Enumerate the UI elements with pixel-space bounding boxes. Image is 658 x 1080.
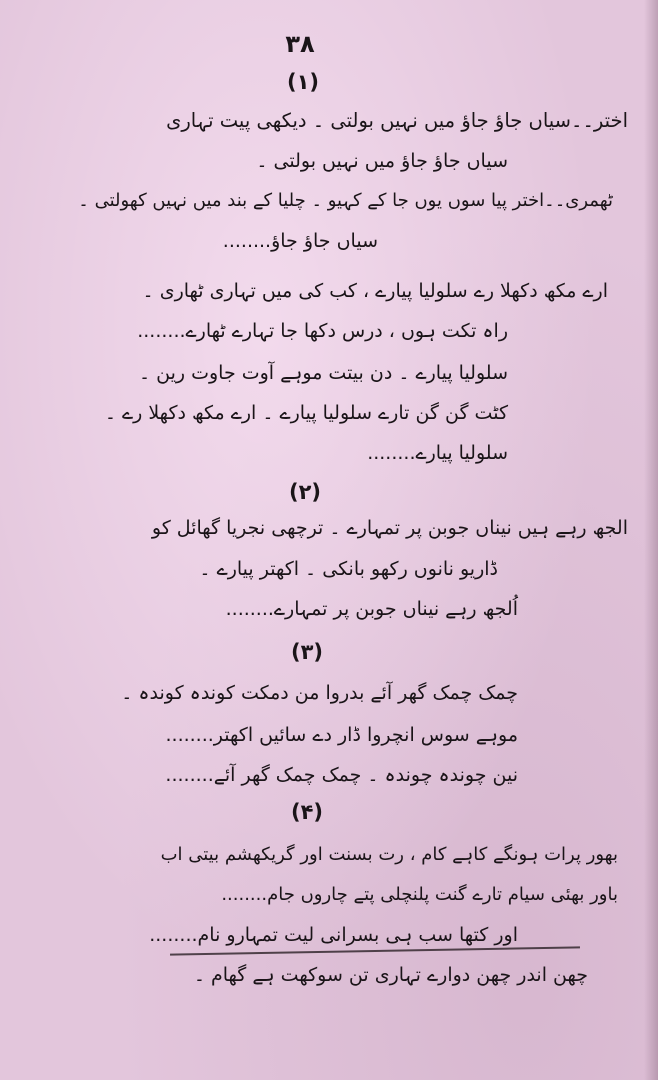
section-heading: (۲) xyxy=(288,480,322,504)
text-line: باور بھئی سیام تارے گنت پلنچلی پتے چاروں جام........ xyxy=(221,884,618,905)
text-line: الجھ رہے ہیں نیناں جوبن پر تمہارے ۔ ترچھی نجریا گھائل کو xyxy=(151,517,628,539)
text-line: سلولیا پیارے........ xyxy=(367,442,508,464)
text-line: راہ تکت ہوں ، درس دکھا جا تہارے ٹھارے........ xyxy=(137,320,508,342)
text-line: چمک چمک گھر آئے بدروا من دمکت کوندہ کوندہ ۔ xyxy=(121,682,518,704)
text-line: اور کتھا سب ہی بسرانی لیت تمہارو نام........ xyxy=(149,924,518,946)
text-line: ٹھمری۔۔اختر پیا سوں یوں جا کے کہیو ۔ چلیا کے بند میں نہیں کھولتی ۔ xyxy=(78,190,613,211)
text-line: اختر۔۔سیاں جاؤ جاؤ میں نہیں بولتی ۔ دیکھی پیت تہاری xyxy=(166,109,628,132)
text-line: اُلجھ رہے نیناں جوبن پر تمہارے........ xyxy=(225,598,518,620)
section-heading: (۱) xyxy=(286,70,320,94)
text-line: سیاں جاؤ جاؤ میں نہیں بولتی ۔ xyxy=(256,150,508,172)
text-line: کٹت گن گن تارے سلولیا پیارے ۔ ارے مکھ دکھلا رے ۔ xyxy=(104,402,508,424)
section-heading: (۴) xyxy=(290,800,324,824)
text-line: سیاں جاؤ جاؤ........ xyxy=(222,230,378,252)
page-spine-shadow xyxy=(644,0,658,1080)
text-line: سلولیا پیارے ۔ دن بیتت موہے آوت جاوت رین ۔ xyxy=(138,362,508,384)
text-line: ڈاریو نانوں رکھو بانکی ۔ اکھتر پیارے ۔ xyxy=(199,558,498,580)
page-number: ۳۸ xyxy=(285,30,315,58)
text-line: موہے سوس انچروا ڈار دے سائیں اکھتر........ xyxy=(165,724,518,746)
text-line: نین چوندہ چوندہ ۔ چمک چمک گھر آئے........ xyxy=(165,764,518,786)
text-line: ارے مکھ دکھلا رے سلولیا پیارے ، کب کی میں تہاری ٹھاری ۔ xyxy=(142,280,608,302)
text-line: چھن اندر چھن دوارے تہاری تن سوکھت ہے گھام ۔ xyxy=(193,964,588,986)
section-heading: (۳) xyxy=(290,640,324,664)
text-line: بھور پرات ہونگے کاہے کام ، رت بسنت اور گریکھشم بیتی اب xyxy=(160,844,618,865)
